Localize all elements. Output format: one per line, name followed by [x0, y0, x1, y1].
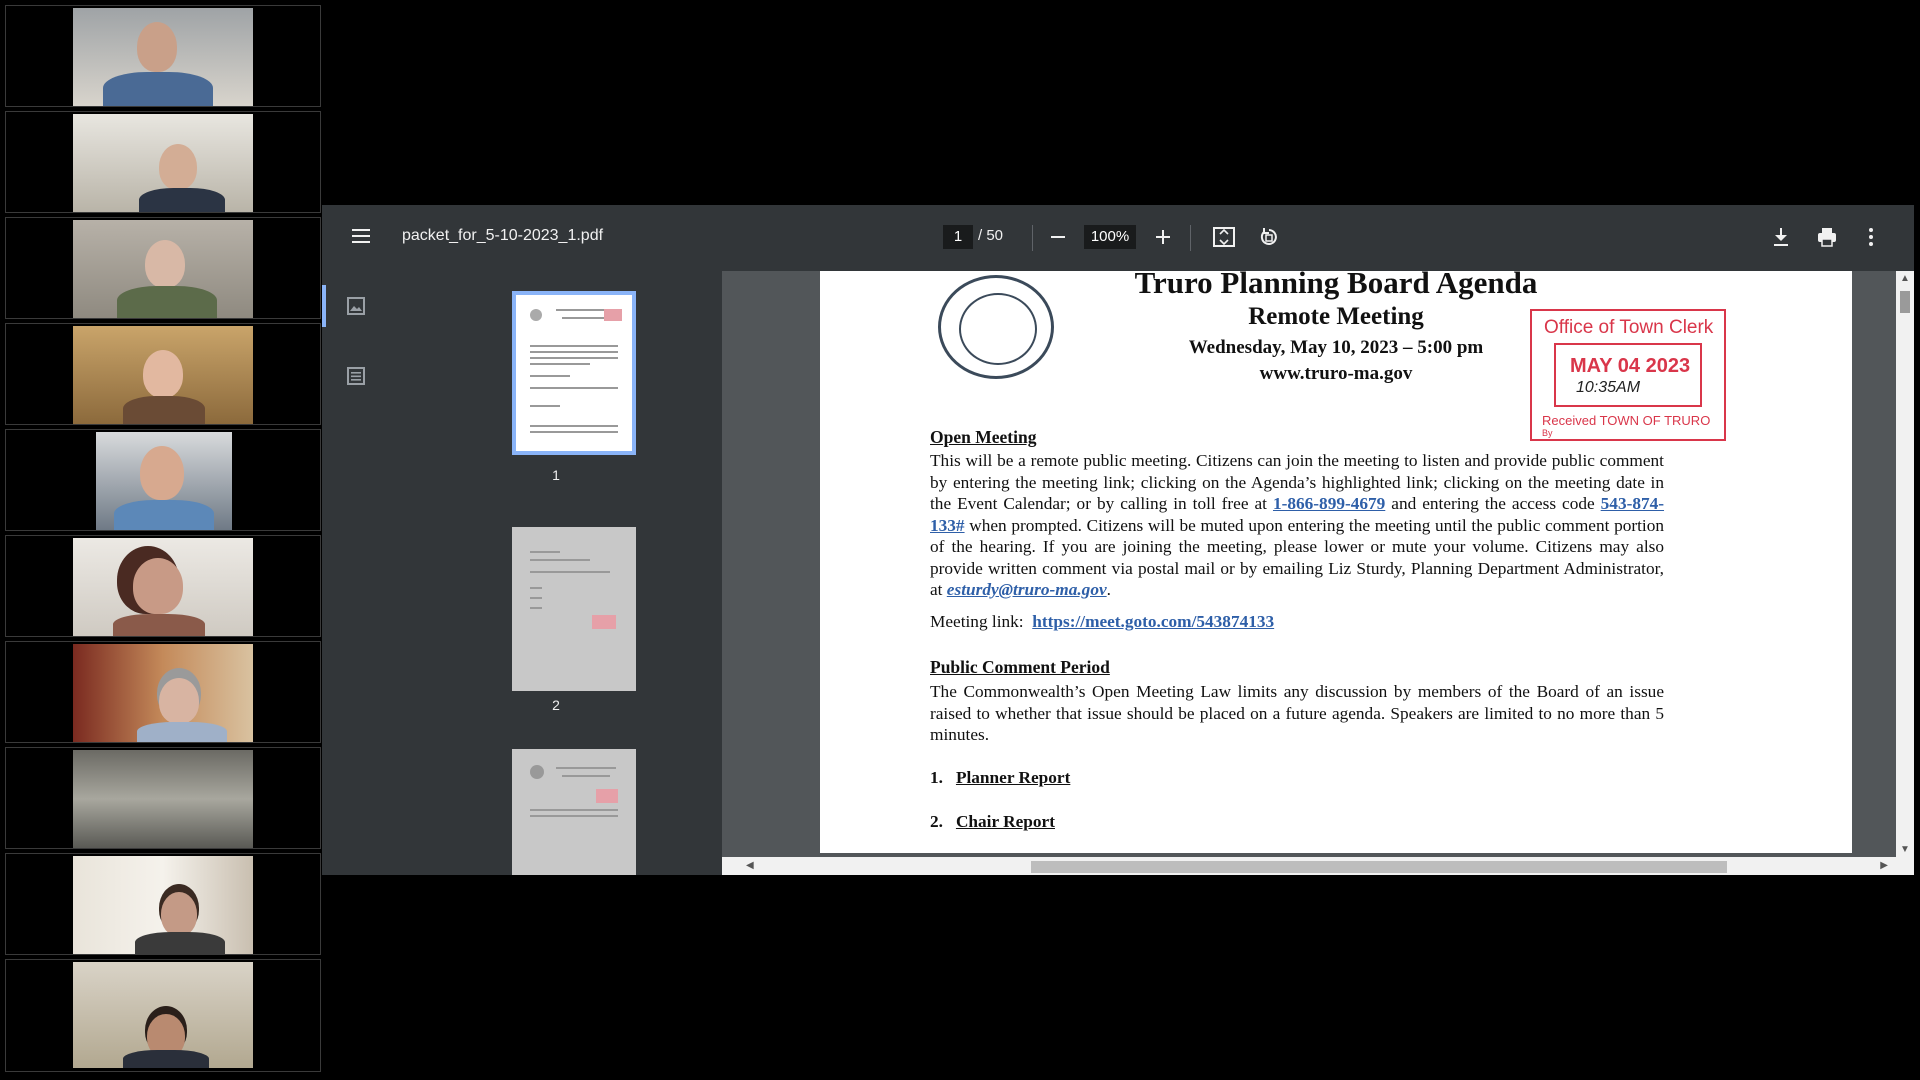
thumbnails-view-icon[interactable]: [345, 295, 367, 321]
participant-tile[interactable]: [5, 853, 321, 955]
page-number-input[interactable]: 1: [943, 225, 973, 249]
toolbar-divider: [1032, 225, 1033, 251]
rotate-icon[interactable]: [1258, 226, 1280, 252]
page-total: / 50: [978, 227, 1004, 244]
public-comment-heading: Public Comment Period: [930, 657, 1110, 677]
more-icon[interactable]: [1860, 226, 1882, 252]
page-thumbnail[interactable]: [512, 527, 636, 691]
menu-icon[interactable]: [350, 225, 372, 251]
active-indicator: [322, 285, 326, 327]
participant-tile[interactable]: [5, 959, 321, 1072]
open-meeting-text: This will be a remote public meeting. Citizens can join the meeting to listen and provide public comment by entering the meeting link; clicking on the Agenda’s highlighted link; clicking on the meeting date in the Event Calendar; or by calling in toll free at 1-866-899-4679 and entering the access code 543-874-133# when prompted. Citizens will be muted upon entering the meeting until the public comment portion of the hearing. If you are joining the meeting, please lower or mute your volume. Citizens may also provide written comment via postal mail or by emailing Liz Sturdy, Planning Department Administrator, at esturdy@truro-ma.gov.: [930, 451, 1665, 599]
thumbnail-label: 2: [552, 697, 560, 713]
sidebar-rail: [322, 271, 390, 875]
participant-tile[interactable]: [5, 217, 321, 319]
participant-video: [73, 856, 253, 954]
participant-video: [73, 220, 253, 318]
participant-video: [73, 114, 253, 212]
participant-video: [73, 962, 253, 1068]
public-comment-text: The Commonwealth’s Open Meeting Law limits any discussion by members of the Board of an issue raised to whether that issue should be placed on a future agenda. Speakers are limited to no more than 5 minutes.: [930, 682, 1664, 744]
participant-video: [73, 644, 253, 742]
stamp-by: By: [1542, 428, 1553, 438]
stamp-received: Received TOWN OF TRURO: [1542, 413, 1711, 428]
file-name: packet_for_5-10-2023_1.pdf: [402, 227, 604, 244]
participant-tile[interactable]: [5, 323, 321, 425]
horizontal-scrollbar[interactable]: ◀ ▶: [722, 857, 1896, 875]
outline-view-icon[interactable]: [345, 365, 367, 391]
meeting-link-line: Meeting link: https://meet.goto.com/543874133: [930, 612, 1275, 631]
zoom-in-icon[interactable]: [1152, 226, 1174, 252]
page-thumbnail[interactable]: [512, 749, 636, 875]
document-area: [722, 271, 1914, 875]
agenda-item: 1. Planner Report: [930, 768, 1071, 787]
town-website: www.truro-ma.gov: [1259, 363, 1413, 384]
pdf-toolbar: [322, 205, 1914, 271]
download-icon[interactable]: [1770, 226, 1792, 252]
participant-tile[interactable]: [5, 111, 321, 213]
thumbnail-label: 1: [552, 467, 560, 483]
participant-tile[interactable]: [5, 747, 321, 849]
email-link[interactable]: esturdy@truro-ma.gov: [946, 580, 1107, 599]
page-thumbnail[interactable]: [512, 291, 636, 455]
meeting-link[interactable]: https://meet.goto.com/543874133: [1032, 612, 1275, 631]
print-icon[interactable]: [1816, 226, 1838, 252]
document-subtitle: Remote Meeting: [1248, 303, 1424, 330]
document-title: Truro Planning Board Agenda: [1134, 271, 1538, 300]
agenda-item: 2. Chair Report: [930, 812, 1055, 831]
clerk-stamp: [1530, 309, 1726, 441]
stamp-date: MAY 04 2023: [1570, 355, 1691, 377]
phone-link[interactable]: 1-866-899-4679: [1272, 494, 1386, 513]
pdf-viewer: [322, 205, 1914, 875]
participant-video: [73, 8, 253, 106]
open-meeting-heading: Open Meeting: [930, 427, 1037, 447]
participant-tile[interactable]: [5, 535, 321, 637]
toolbar-divider: [1190, 225, 1191, 251]
fit-page-icon[interactable]: [1212, 226, 1236, 252]
stamp-office: Office of Town Clerk: [1544, 317, 1714, 338]
stamp-time: 10:35AM: [1576, 379, 1641, 396]
meeting-date: Wednesday, May 10, 2023 – 5:00 pm: [1188, 337, 1484, 358]
participant-video: [96, 432, 232, 530]
participant-tile[interactable]: [5, 429, 321, 531]
zoom-out-icon[interactable]: [1047, 226, 1069, 252]
participant-video: [73, 326, 253, 424]
vertical-scrollbar[interactable]: ▲ ▼: [1896, 271, 1914, 875]
participant-tile[interactable]: [5, 641, 321, 743]
participant-video: [73, 750, 253, 848]
thumbnail-panel: [390, 271, 722, 875]
participant-strip: [5, 5, 321, 1074]
zoom-level-input[interactable]: 100%: [1084, 225, 1136, 249]
participant-tile[interactable]: [5, 5, 321, 107]
pdf-page: [820, 271, 1852, 853]
participant-video: [73, 538, 253, 636]
access-code-link[interactable]: 543-874-133#: [930, 494, 1665, 535]
